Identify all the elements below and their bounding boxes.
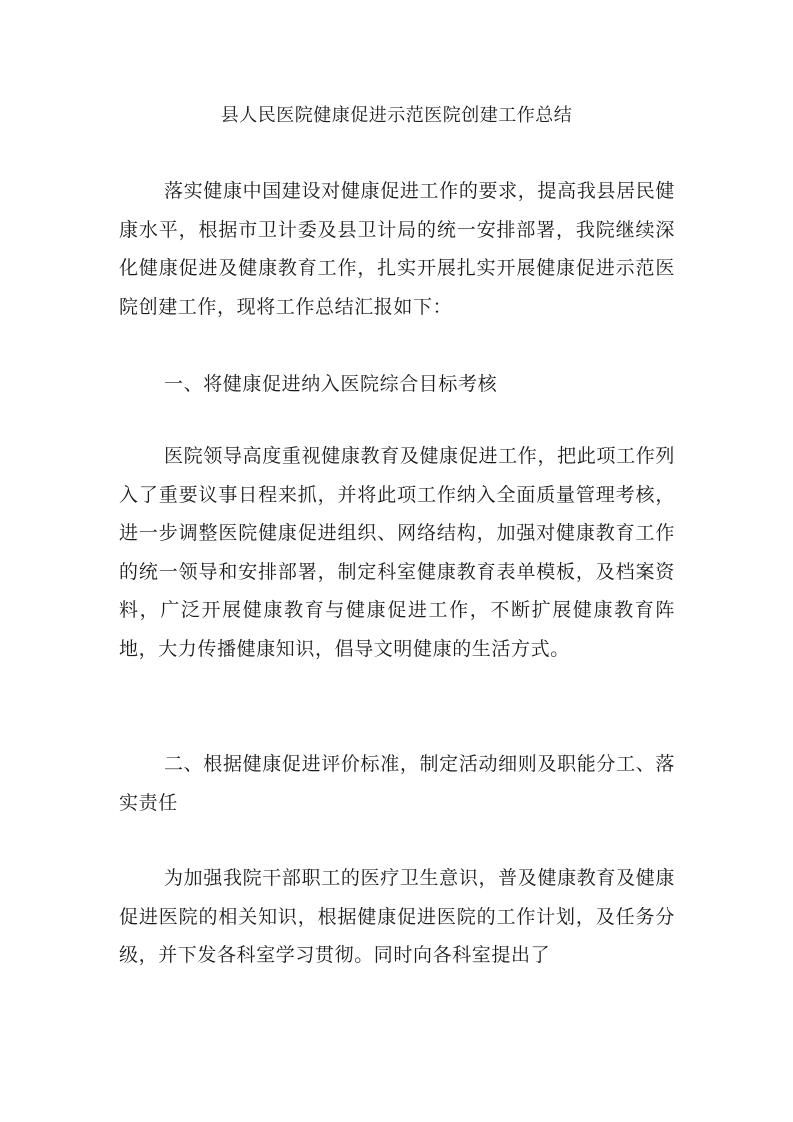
section-heading-1: 一、将健康促进纳入医院综合目标考核 (164, 373, 498, 395)
document-title: 县人民医院健康促进示范医院创建工作总结 (220, 105, 573, 126)
intro-paragraph: 落实健康中国建设对健康促进工作的要求，提高我县居民健康水平，根据市卫计委及县卫计局的统一安排部署，我院继续深化健康促进及健康教育工作，扎实开展扎实开展健康促进示范医院创建工作，现将工作总结汇报如下： (119, 180, 675, 318)
section-heading-2: 二、根据健康促进评价标准，制定活动细则及职能分工、落实责任 (119, 753, 675, 814)
section-1-paragraph: 医院领导高度重视健康教育及健康促进工作，把此项工作列入了重要议事日程来抓，并将此项工作纳入全面质量管理考核，进一步调整医院健康促进组织、网络结构，加强对健康教育工作的统一领导和安排部署，制定科室健康教育表单模板，及档案资料，广泛开展健康教育与健康促进工作，不断扩展健康教育阵地，大力传播健康知识，倡导文明健康的生活方式。 (119, 445, 675, 660)
section-2-paragraph: 为加强我院干部职工的医疗卫生意识，普及健康教育及健康促进医院的相关知识，根据健康促进医院的工作计划，及任务分级，并下发各科室学习贯彻。同时向各科室提出了 (119, 867, 675, 966)
